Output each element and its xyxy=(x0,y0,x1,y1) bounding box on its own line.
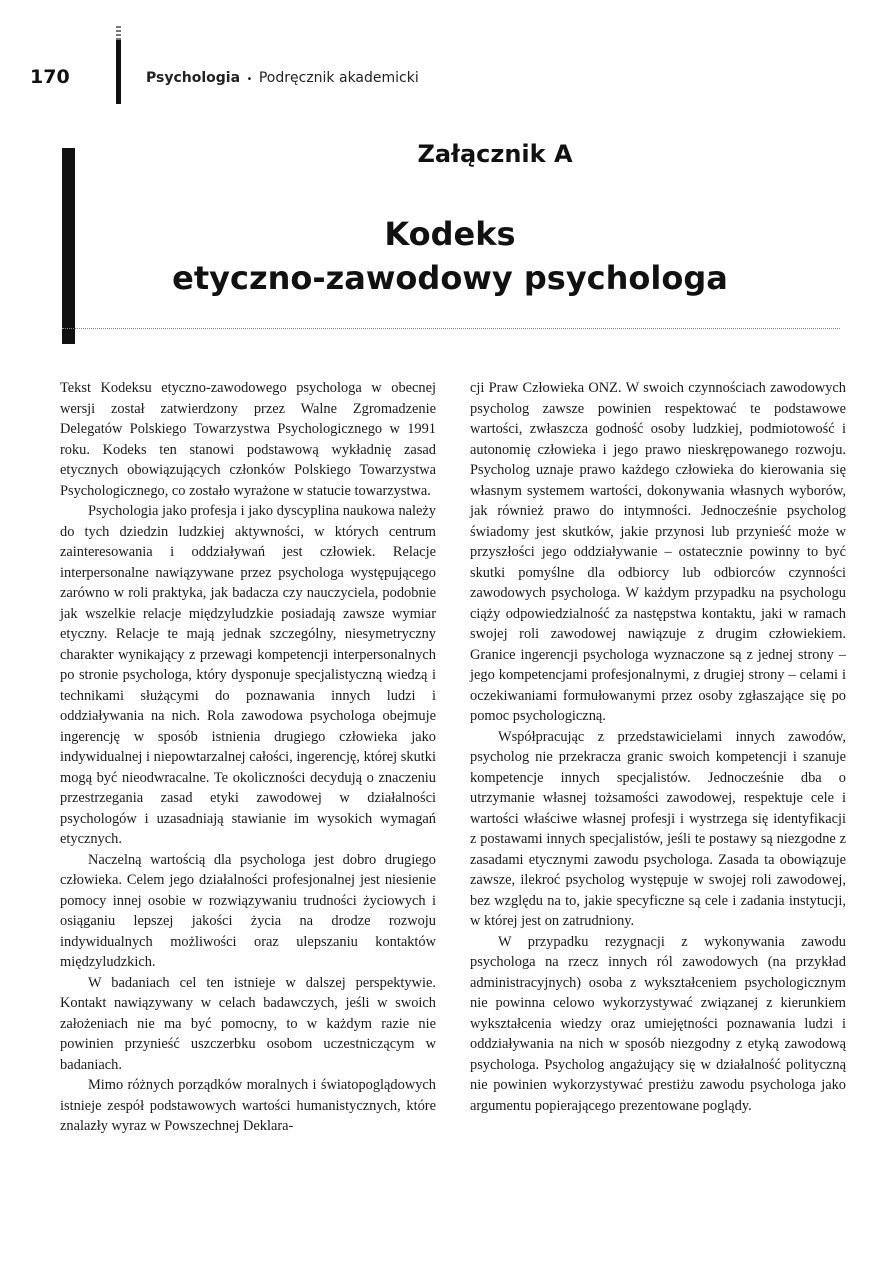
running-title xyxy=(146,70,419,86)
appendix-label: Załącznik A xyxy=(417,140,573,168)
page-number: 170 xyxy=(30,66,70,88)
left-column xyxy=(60,378,436,1228)
paragraph: Naczelną wartością dla psychologa jest dobro drugiego człowieka. Celem jego działalności profesjonalnej jest niesienie pomocy innej osobie w rozwiązywaniu trudności życiowych i osiąganiu lepszej jakości życia na drodze rozwoju indywidualnych możliwości oraz ulepszaniu kontaktów międzyludzkich. xyxy=(60,851,436,970)
thumb-index-tab xyxy=(116,24,121,40)
body-text xyxy=(60,378,846,1228)
paragraph: Tekst Kodeksu etyczno-zawodowego psychologa w obecnej wersji został zatwierdzony przez Walne Zgromadzenie Delegatów Polskiego Towarzystwa Psychologicznego w 1991 roku. Kodeks ten stanowi podstawową wykładnię zasad etycznych obowiązujących członków Polskiego Towarzystwa Psychologicznego, co zostało wyrażone w statucie towarzystwa. xyxy=(60,380,436,499)
chapter-title xyxy=(120,212,780,300)
chapter-accent-bar xyxy=(62,148,75,344)
chapter-dotted-rule xyxy=(62,328,840,329)
chapter-title-line-2: etyczno-zawodowy psychologa xyxy=(172,259,728,297)
paragraph: Współpracując z przedstawicielami innych zawodów, psycholog nie przekracza granic swoich kompetencji i szanuje kompetencje innych specjalistów. Jednocześnie dba o utrzymanie własnej tożsamości zawodowej, respektuje cele i wartości właściwe własnej profesji i wystrzega się identyfikacji z postawami innych specjalistów, jeśli te postawy są niezgodne z zasadami etycznymi zawodu psychologa. Zasada ta obowiązuje zawsze, ilekroć psycholog występuje w swojej roli zawodowej, bez względu na to, jakie specyficzne są cele i zadania instytucji, w której jest on zatrudniony. xyxy=(470,728,846,929)
book-title: Psychologia xyxy=(146,70,241,86)
paragraph: Psychologia jako profesja i jako dyscyplina naukowa należy do tych dziedzin ludzkiej aktywności, w których centrum zainteresowania i oddziaływań jest człowiek. Relacje interpersonalne nawiązywane przez psychologa występującego zarówno w roli praktyka, jak badacza czy nauczyciela, podobnie jak wszelkie relacje międzyludzkie posiadają zawsze wymiar etyczny. Relacje te mają jednak szczególny, niesymetryczny charakter wynikający z przewagi kompetencji interpersonalnych po stronie psychologa, który dysponuje specjalistyczną wiedzą i technikami służącymi do poznawania innych ludzi i oddziaływania na nich. Rola zawodowa psychologa obejmuje ingerencję w sposób istnienia drugiego człowieka jako indywidualnej i niepowtarzalnej całości, ingerencję, której skutki mogą być nieodwracalne. Te okoliczności decydują o znaczeniu przestrzegania zasad etyki zawodowej w działalności psychologów i uzasadniają stawianie im wysokich wymagań etycznych. xyxy=(60,503,436,847)
paragraph: Mimo różnych porządków moralnych i światopoglądowych istnieje zespół podstawowych wartości humanistycznych, które znalazły wyraz w Powszechnej Deklara- xyxy=(60,1077,436,1134)
right-column xyxy=(470,378,846,1228)
paragraph: W przypadku rezygnacji z wykonywania zawodu psychologa na rzecz innych ról zawodowych (na przykład administracyjnych) osoba z wykształceniem psychologicznym nie powinna celowo wykorzystywać związanej z kierunkiem wykształcenia wiedzy oraz umiejętności poznawania ludzi i oddziaływania na nich w sposób niezgodny z etyką zawodową psychologa. Psycholog angażujący się w działalność polityczną nie powinien wykorzystywać prestiżu zawodu psychologa jako argumentu popierającego prezentowane poglądy. xyxy=(470,933,846,1114)
running-header xyxy=(30,64,630,104)
paragraph: cji Praw Człowieka ONZ. W swoich czynnościach zawodowych psycholog zawsze powinien respektować te podstawowe wartości, zwłaszcza godność osoby ludzkiej, podmiotowość i autonomię człowieka i jego prawo nieskrępowanego rozwoju. Psycholog uznaje prawo każdego człowieka do kierowania się własnym systemem wartości, dokonywania własnych wyborów, jak również prawo do intymności. Jednocześnie psycholog świadomy jest skutków, jakie przynosi lub przynieść może w przyszłości jego oddziaływanie – ostatecznie powinny to być skutki pomyślne dla odbiorcy lub odbiorców czynności zawodowych psychologa. W każdym przypadku na psychologu ciąży odpowiedzialność za następstwa kontaktu, jaki w ramach swojej roli zawodowej nawiązuje z drugim człowiekiem. Granice ingerencji psychologa wyznaczone są z jednej strony – jego kompetencjami profesjonalnymi, z drugiej strony – celami i oczekiwaniami formułowanymi przez osoby zgłaszające się po pomoc psychologiczną. xyxy=(470,380,846,724)
chapter-title-line-1: Kodeks xyxy=(384,215,516,253)
title-separator: • xyxy=(246,74,253,85)
header-divider-bar xyxy=(116,40,121,104)
paragraph: W badaniach cel ten istnieje w dalszej perspektywie. Kontakt nawiązywany w celach badawczych, jeśli w swoich założeniach nie ma być pomocny, to w każdym razie nie powinien przynieść uszczerbku osobom uczestniczącym w badaniach. xyxy=(60,974,436,1073)
book-subtitle: Podręcznik akademicki xyxy=(258,70,419,86)
